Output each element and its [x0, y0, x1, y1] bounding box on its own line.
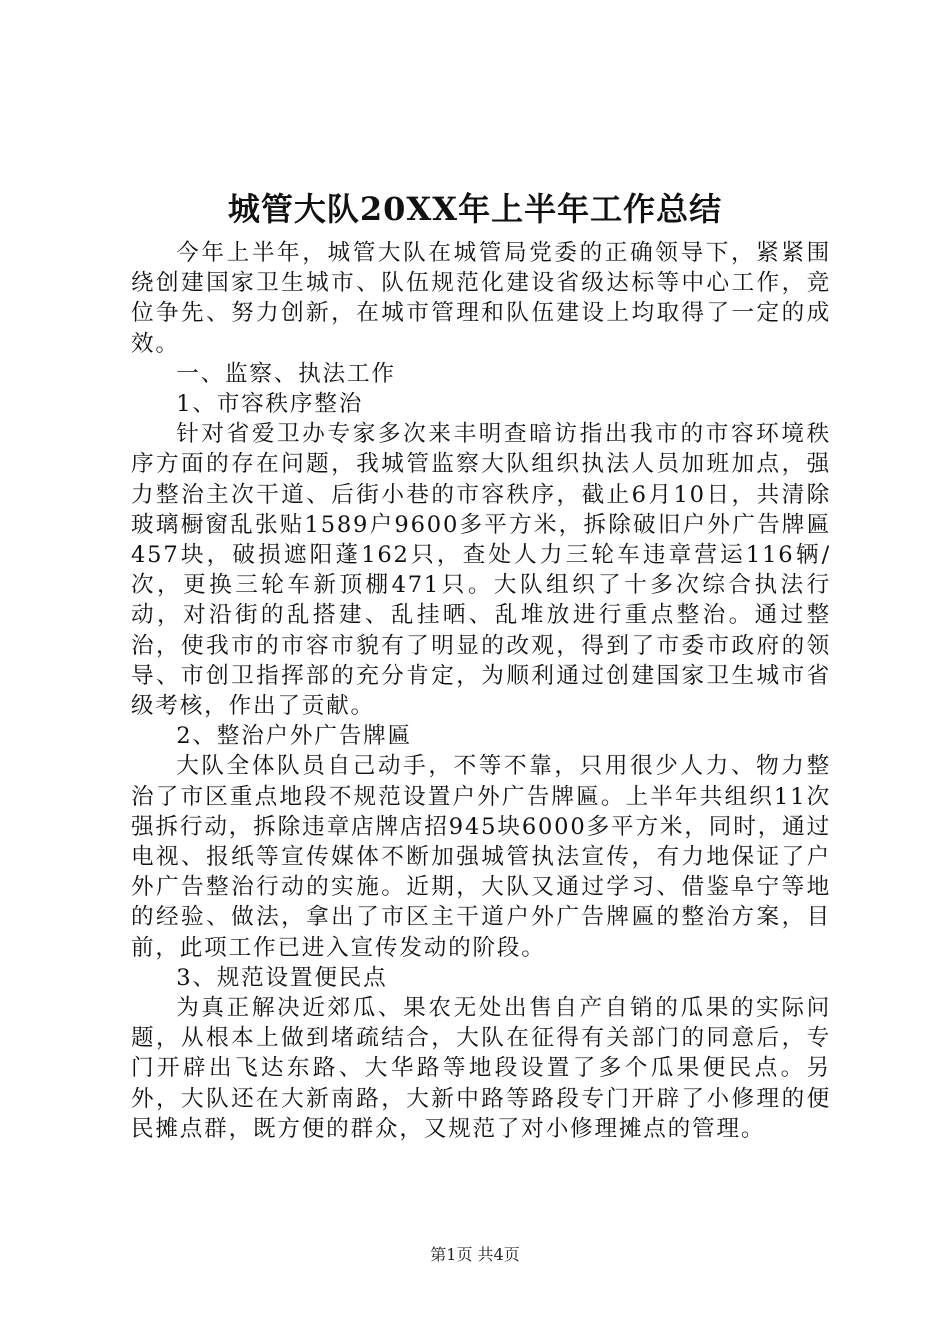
document-title: 城管大队20XX年上半年工作总结: [227, 190, 723, 228]
intro-paragraph: 今年上半年，城管大队在城管局党委的正确领导下，紧紧围绕创建国家卫生城市、队伍规范化建设省级达标等中心工作，竞位争先、努力创新，在城市管理和队伍建设上均取得了一定的成效。: [131, 240, 831, 357]
convenience-points-paragraph: 为真正解决近郊瓜、果农无处出售自产自销的瓜果的实际问题，从根本上做到堵疏结合，大队在征得有关部门的同意后，专门开辟出飞达东路、大华路等地段设置了多个瓜果便民点。另外，大队还在大新南路，大新中路等路段专门开辟了小修理的便民摊点群，既方便的群众，又规范了对小修理摊点的管理。: [131, 995, 831, 1142]
subsection-heading-city-order: 1、市容秩序整治: [176, 391, 364, 418]
subsection-heading-billboards: 2、整治户外广告牌匾: [176, 723, 412, 750]
billboards-paragraph: 大队全体队员自己动手，不等不靠，只用很少人力、物力整治了市区重点地段不规范设置户外广告牌匾。上半年共组织11次强拆行动，拆除违章店牌店招945块6000多平方米，同时，通过电视、报纸等宣传媒体不断加强城管执法宣传，有力地保证了户外广告整治行动的实施。近期，大队又通过学习、借鉴阜宁等地的经验、做法，拿出了市区主干道户外广告牌匾的整治方案，目前，此项工作已进入宣传发动的阶段。: [131, 753, 831, 961]
document-body: [131, 238, 831, 1144]
city-order-paragraph: 针对省爱卫办专家多次来丰明查暗访指出我市的市容环境秩序方面的存在问题，我城管监察大队组织执法人员加班加点，强力整治主次干道、后街小巷的市容秩序，截止6月10日，共清除玻璃橱窗乱张贴1589户9600多平方米，拆除破旧户外广告牌匾457块，破损遮阳蓬162只，查处人力三轮车违章营运116辆/次，更换三轮车新顶棚471只。大队组织了十多次综合执法行动，对沿街的乱搭建、乱挂晒、乱堆放进行重点整治。通过整治，使我市的市容市貌有了明显的改观，得到了市委市政府的领导、市创卫指挥部的充分肯定，为顺利通过创建国家卫生城市省级考核，作出了贡献。: [131, 421, 831, 720]
page-number-footer: 第1页 共4页: [430, 1245, 520, 1264]
section-heading-supervision: 一、监察、执法工作: [176, 360, 396, 387]
subsection-heading-convenience-points: 3、规范设置便民点: [176, 964, 388, 991]
